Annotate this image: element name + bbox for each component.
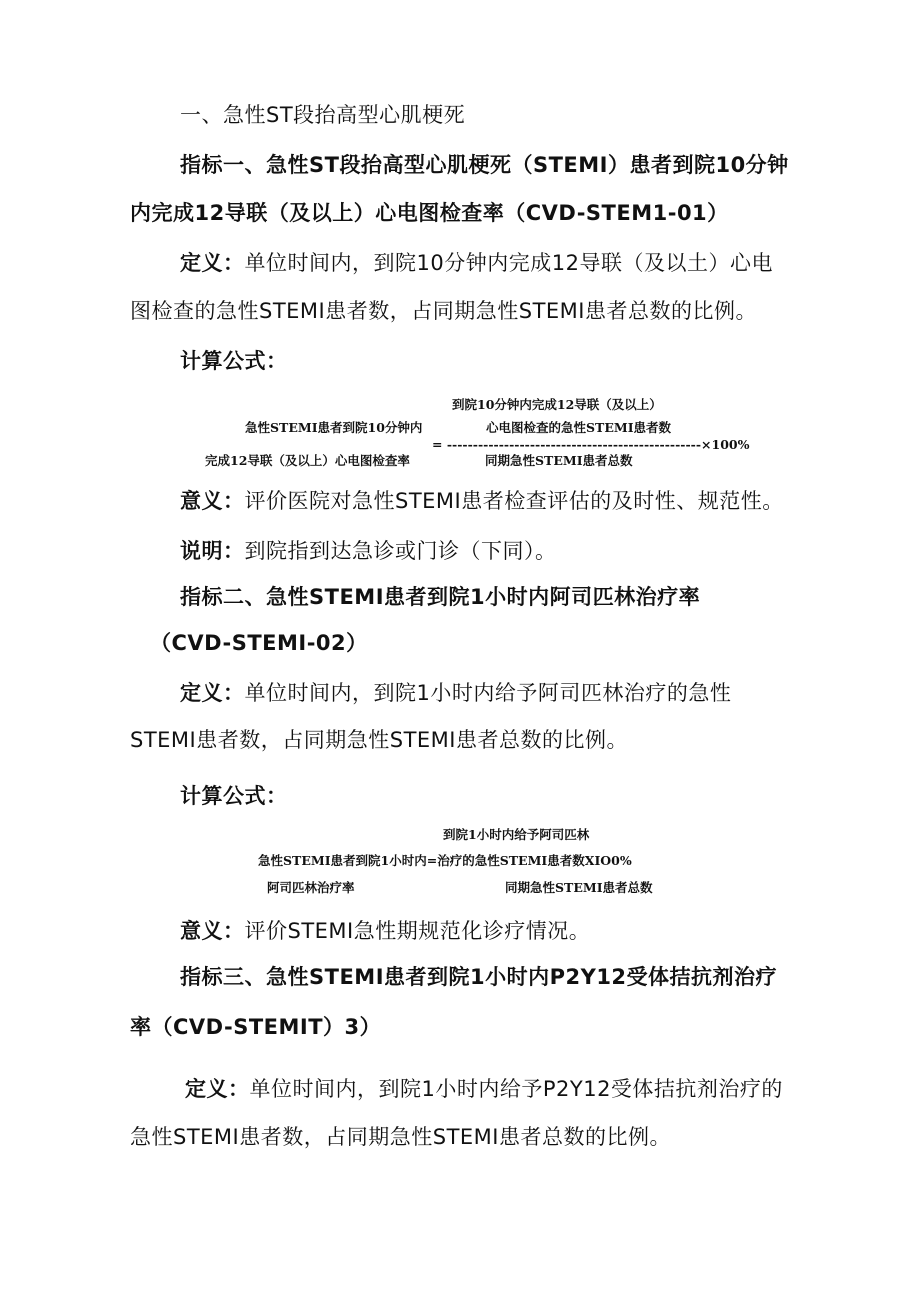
formula2-bottom-right: 同期急性STEMI患者总数 bbox=[505, 880, 653, 895]
formula2-top: 到院1小时内给予阿司匹林 bbox=[443, 827, 590, 842]
definition-text: 单位时间内，到院1小时内给予阿司匹林治疗的急性 bbox=[244, 681, 732, 705]
definition-label: 定义： bbox=[180, 251, 245, 275]
formula1-left-line2: 完成12导联（及以上）心电图检查率 bbox=[205, 453, 410, 468]
formula2-middle: 急性STEMI患者到院1小时内=治疗的急性STEMI患者数XIO0% bbox=[258, 853, 632, 868]
indicator3-title-line2: 率（CVD-STEMIT）3） bbox=[130, 1015, 382, 1039]
indicator1-title-line1: 指标一、急性ST段抬高型心肌梗死（STEMI）患者到院10分钟 bbox=[180, 153, 789, 177]
indicator1-definition-line2: 图检查的急性STEMI患者数，占同期急性STEMI患者总数的比例。 bbox=[130, 299, 757, 323]
significance-text: 评价STEMI急性期规范化诊疗情况。 bbox=[244, 919, 591, 943]
significance-text: 评价医院对急性STEMI患者检查评估的及时性、规范性。 bbox=[244, 489, 784, 513]
formula2-bottom-left: 阿司匹林治疗率 bbox=[267, 880, 355, 895]
indicator1-title-line2: 内完成12导联（及以上）心电图检查率（CVD-STEM1-01） bbox=[130, 201, 729, 225]
indicator3-title-line1: 指标三、急性STEMI患者到院1小时内P2Y12受体拮抗剂治疗 bbox=[180, 965, 778, 989]
note-text: 到院指到达急诊或门诊（下同）。 bbox=[244, 539, 557, 563]
indicator2-title-line2: （CVD-STEMI-02） bbox=[150, 631, 368, 655]
formula1-equation-line: = -------------------------------------------------×100% bbox=[432, 437, 750, 452]
indicator2-title-line1: 指标二、急性STEMI患者到院1小时内阿司匹林治疗率 bbox=[180, 585, 701, 609]
formula1-numerator-bottom: 心电图检查的急性STEMI患者数 bbox=[486, 420, 672, 435]
note-label: 说明： bbox=[180, 539, 245, 563]
significance-label: 意义： bbox=[180, 489, 245, 513]
significance-label: 意义： bbox=[180, 919, 245, 943]
indicator2-definition-line1 bbox=[180, 678, 731, 708]
definition-label: 定义： bbox=[180, 681, 245, 705]
indicator1-definition-line1 bbox=[180, 248, 773, 278]
indicator2-definition-line2: STEMI患者数，占同期急性STEMI患者总数的比例。 bbox=[130, 728, 628, 752]
definition-text: 单位时间内，到院1小时内给予P2Y12受体拮抗剂治疗的 bbox=[249, 1077, 783, 1101]
indicator3-definition-line2: 急性STEMI患者数，占同期急性STEMI患者总数的比例。 bbox=[130, 1125, 671, 1149]
definition-text: 单位时间内，到院10分钟内完成12导联（及以土）心电 bbox=[244, 251, 773, 275]
formula1-left-line1: 急性STEMI患者到院10分钟内 bbox=[245, 420, 423, 435]
indicator1-significance bbox=[180, 486, 784, 516]
formula1-numerator-top: 到院10分钟内完成12导联（及以上） bbox=[452, 397, 662, 412]
definition-label: 定义： bbox=[185, 1077, 250, 1101]
indicator3-definition-line1 bbox=[185, 1074, 783, 1104]
indicator1-note bbox=[180, 536, 557, 566]
formula1-denominator: 同期急性STEMI患者总数 bbox=[485, 453, 633, 468]
section-title: 一、急性ST段抬高型心肌梗死 bbox=[180, 103, 466, 127]
indicator1-formula-label: 计算公式： bbox=[180, 349, 288, 373]
indicator2-formula-label: 计算公式： bbox=[180, 784, 288, 808]
indicator2-significance bbox=[180, 916, 590, 946]
